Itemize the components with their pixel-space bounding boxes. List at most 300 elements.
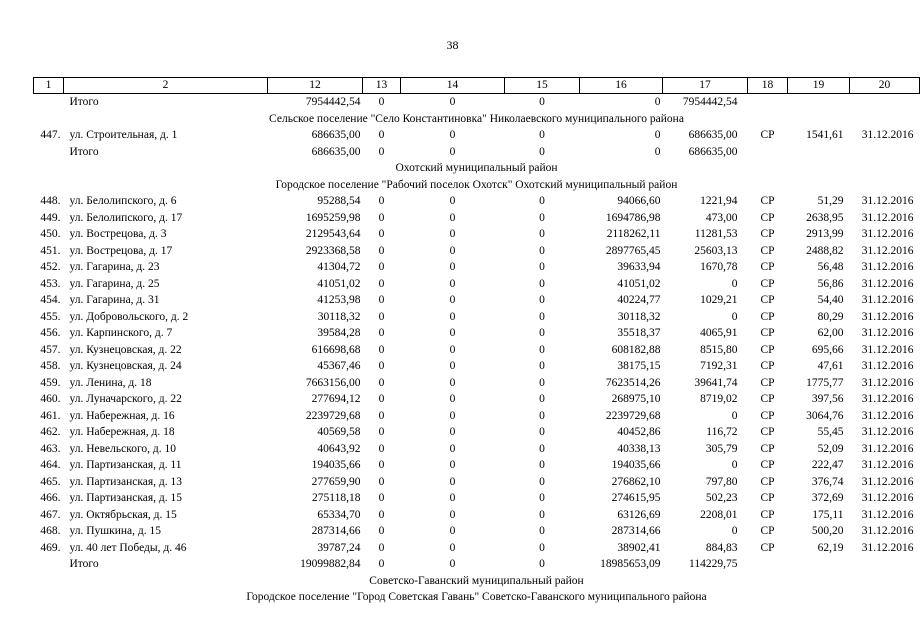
table-row <box>34 309 920 326</box>
cell-col-12: 39787,24 <box>317 541 361 554</box>
section-heading: Сельское поселение "Село Константиновка" Николаевского муниципального района <box>269 112 684 125</box>
cell-col-19: 222,47 <box>811 459 844 471</box>
cell-col-15: 0 <box>539 277 545 290</box>
total-row <box>34 556 920 573</box>
cell-col-13: 0 <box>378 525 385 537</box>
cell-col-12: 277694,12 <box>311 393 361 405</box>
row-number: 463. <box>40 442 61 455</box>
cell-col-14: 0 <box>449 426 456 438</box>
cell-col-14: 0 <box>449 541 456 554</box>
cell-col-13: 0 <box>378 409 385 422</box>
cell-col-17: 884,83 <box>705 541 738 554</box>
cell-col-13: 0 <box>378 426 385 438</box>
row-number: 450. <box>40 228 61 240</box>
cell-col-17: 1221,94 <box>700 195 738 207</box>
cell-col-13: 0 <box>378 195 385 207</box>
cell-col-13: 0 <box>378 343 385 356</box>
cell-col-17: 797,80 <box>705 475 738 488</box>
cell-col-12: 41253,98 <box>317 294 361 306</box>
cell-col-12: 2923368,58 <box>305 244 361 257</box>
cell-col-20: 31.12.2016 <box>861 310 914 323</box>
cell-col-17: 114229,75 <box>689 558 738 570</box>
cell-col-17: 8515,80 <box>700 343 738 356</box>
cell-col-18: СР <box>760 492 775 504</box>
table-row <box>34 474 920 491</box>
cell-col-20: 31.12.2016 <box>861 195 914 207</box>
section-heading: Городское поселение "Рабочий поселок Охотск" Охотский муниципальный район <box>275 178 678 191</box>
cell-col-14: 0 <box>449 129 456 141</box>
cell-col-16: 18985653,09 <box>600 558 661 570</box>
header-cell: 14 <box>401 78 505 94</box>
cell-col-16: 38175,15 <box>617 360 661 372</box>
table-row <box>34 457 920 474</box>
cell-col-19: 1541,61 <box>806 129 844 141</box>
cell-col-20: 31.12.2016 <box>861 525 914 537</box>
address-cell: ул. Вострецова, д. 17 <box>69 244 173 257</box>
cell-col-13: 0 <box>378 294 385 306</box>
cell-col-13: 0 <box>378 459 385 471</box>
cell-col-18: СР <box>760 508 775 521</box>
cell-col-14: 0 <box>449 492 456 504</box>
cell-col-19: 56,86 <box>817 277 844 290</box>
table-row <box>34 210 920 227</box>
cell-col-16: 35518,37 <box>617 327 661 339</box>
address-cell: ул. Гагарина, д. 25 <box>69 277 160 290</box>
row-number: 447. <box>40 129 61 141</box>
cell-col-18: СР <box>760 426 775 438</box>
header-cell: 17 <box>663 78 748 94</box>
row-number: 452. <box>40 261 61 273</box>
cell-col-15: 0 <box>539 211 545 224</box>
cell-col-15: 0 <box>539 244 545 257</box>
cell-col-14: 0 <box>449 409 456 422</box>
cell-col-19: 2638,95 <box>806 211 844 224</box>
cell-col-12: 275118,18 <box>312 492 361 504</box>
section-heading: Охотский муниципальный район <box>395 162 558 174</box>
cell-col-13: 0 <box>378 541 385 554</box>
cell-col-19: 62,00 <box>817 327 844 339</box>
row-number: 465. <box>40 475 61 488</box>
cell-col-12: 2129543,64 <box>305 228 361 240</box>
cell-col-12: 19099882,84 <box>300 558 361 570</box>
cell-col-12: 30118,32 <box>317 310 361 323</box>
cell-col-17: 11281,53 <box>694 228 738 240</box>
cell-col-16: 41051,02 <box>617 277 661 290</box>
cell-col-14: 0 <box>449 525 456 537</box>
header-cell: 1 <box>34 78 64 94</box>
cell-col-20: 31.12.2016 <box>861 541 914 554</box>
cell-col-20: 31.12.2016 <box>861 492 914 504</box>
cell-col-18: СР <box>760 376 775 389</box>
cell-col-19: 56,48 <box>817 261 844 273</box>
cell-col-15: 0 <box>539 129 545 141</box>
header-cell: 2 <box>64 78 268 94</box>
cell-col-17: 25603,13 <box>694 244 738 257</box>
header-cell: 13 <box>363 78 401 94</box>
cell-col-16: 39633,94 <box>617 261 661 273</box>
address-cell: ул. Октябрьская, д. 15 <box>69 508 177 521</box>
cell-col-13: 0 <box>378 442 385 455</box>
cell-col-15: 0 <box>539 294 545 306</box>
table-row <box>34 424 920 441</box>
cell-col-18: СР <box>760 343 775 356</box>
cell-col-16: 7623514,26 <box>605 376 661 389</box>
cell-col-15: 0 <box>539 343 545 356</box>
cell-col-20: 31.12.2016 <box>861 211 914 224</box>
cell-col-19: 54,40 <box>817 294 844 306</box>
cell-col-18: СР <box>760 294 775 306</box>
cell-col-19: 2488,82 <box>806 244 844 257</box>
cell-col-14: 0 <box>449 360 456 372</box>
cell-col-16: 94066,60 <box>617 195 661 207</box>
cell-col-15: 0 <box>539 360 545 372</box>
empty-cell <box>788 556 850 573</box>
table-row <box>34 375 920 392</box>
cell-col-13: 0 <box>378 145 385 158</box>
header-cell: 15 <box>505 78 580 94</box>
row-number: 453. <box>40 277 61 290</box>
empty-cell <box>34 556 64 573</box>
cell-col-12: 277659,90 <box>311 475 361 488</box>
cell-col-12: 616698,68 <box>311 343 361 356</box>
cell-col-19: 62,19 <box>817 541 844 554</box>
cell-col-19: 3064,76 <box>806 409 844 422</box>
cell-col-18: СР <box>760 327 775 339</box>
cell-col-12: 95288,54 <box>317 195 361 207</box>
address-cell: ул. Партизанская, д. 11 <box>69 459 182 471</box>
cell-col-13: 0 <box>378 475 385 488</box>
header-row <box>34 78 920 94</box>
cell-col-15: 0 <box>539 228 545 240</box>
empty-cell <box>34 94 64 111</box>
cell-col-14: 0 <box>449 228 456 240</box>
table-row <box>34 276 920 293</box>
cell-col-17: 305,79 <box>705 442 738 455</box>
cell-col-17: 1029,21 <box>700 294 738 306</box>
row-number: 462. <box>40 426 61 438</box>
cell-col-15: 0 <box>539 459 545 471</box>
cell-col-18: СР <box>760 228 775 240</box>
row-number: 469. <box>40 541 61 554</box>
total-label: Итого <box>69 96 99 108</box>
cell-col-20: 31.12.2016 <box>861 360 914 372</box>
row-number: 460. <box>40 393 61 405</box>
cell-col-18: СР <box>760 129 775 141</box>
section-heading-row <box>34 160 920 177</box>
cell-col-13: 0 <box>378 277 385 290</box>
cell-col-16: 30118,32 <box>617 310 661 323</box>
cell-col-13: 0 <box>378 393 385 405</box>
cell-col-18: СР <box>760 277 775 290</box>
cell-col-16: 0 <box>654 96 661 108</box>
cell-col-12: 686635,00 <box>311 145 361 158</box>
cell-col-18: СР <box>760 360 775 372</box>
table-row <box>34 127 920 144</box>
cell-col-16: 63126,69 <box>617 508 661 521</box>
cell-col-12: 41304,72 <box>317 261 361 273</box>
address-cell: ул. Ленина, д. 18 <box>69 376 152 389</box>
table-body <box>34 94 920 606</box>
cell-col-19: 55,45 <box>817 426 844 438</box>
empty-cell <box>748 144 788 161</box>
cell-col-13: 0 <box>378 360 385 372</box>
cell-col-13: 0 <box>378 492 385 504</box>
page-number: 38 <box>446 38 459 52</box>
row-number: 454. <box>40 294 61 306</box>
cell-col-20: 31.12.2016 <box>861 459 914 471</box>
cell-col-15: 0 <box>539 376 545 389</box>
cell-col-14: 0 <box>449 277 456 290</box>
section-heading-row <box>34 111 920 128</box>
cell-col-17: 0 <box>731 277 738 290</box>
cell-col-18: СР <box>760 442 775 455</box>
cell-col-14: 0 <box>449 195 456 207</box>
cell-col-12: 7663156,00 <box>305 376 361 389</box>
total-label: Итого <box>69 145 99 158</box>
cell-col-13: 0 <box>378 244 385 257</box>
cell-col-16: 40224,77 <box>617 294 661 306</box>
address-cell: ул. Партизанская, д. 13 <box>69 475 182 488</box>
cell-col-16: 0 <box>654 145 661 158</box>
total-row <box>34 144 920 161</box>
cell-col-20: 31.12.2016 <box>861 129 914 141</box>
total-row <box>34 94 920 111</box>
cell-col-12: 686635,00 <box>311 129 361 141</box>
address-cell: ул. Партизанская, д. 15 <box>69 492 182 504</box>
cell-col-17: 8719,02 <box>700 393 738 405</box>
section-heading-row <box>34 573 920 590</box>
cell-col-14: 0 <box>449 459 456 471</box>
cell-col-18: СР <box>760 393 775 405</box>
row-number: 448. <box>40 195 61 207</box>
address-cell: ул. Белолипского, д. 17 <box>69 211 183 224</box>
cell-col-13: 0 <box>378 261 385 273</box>
cell-col-16: 2118262,11 <box>606 228 661 240</box>
empty-cell <box>850 556 920 573</box>
cell-col-19: 47,61 <box>817 360 844 372</box>
empty-cell <box>850 94 920 111</box>
cell-col-19: 372,69 <box>811 492 844 504</box>
cell-col-15: 0 <box>539 96 545 108</box>
cell-col-16: 0 <box>654 129 661 141</box>
cell-col-15: 0 <box>539 426 545 438</box>
cell-col-14: 0 <box>449 475 456 488</box>
cell-col-15: 0 <box>539 261 545 273</box>
table-row <box>34 391 920 408</box>
cell-col-16: 287314,66 <box>611 525 661 537</box>
cell-col-18: СР <box>760 195 775 207</box>
cell-col-15: 0 <box>539 525 545 537</box>
table-row <box>34 358 920 375</box>
cell-col-17: 473,00 <box>705 211 738 224</box>
cell-col-14: 0 <box>449 376 456 389</box>
cell-col-17: 0 <box>731 310 738 323</box>
cell-col-19: 1775,77 <box>806 376 844 389</box>
table-row <box>34 540 920 557</box>
cell-col-13: 0 <box>378 228 385 240</box>
table-row <box>34 408 920 425</box>
table-row <box>34 226 920 243</box>
cell-col-13: 0 <box>378 508 385 521</box>
cell-col-16: 274615,95 <box>611 492 661 504</box>
row-number: 457. <box>40 343 61 356</box>
address-cell: ул. Карпинского, д. 7 <box>69 327 173 339</box>
table-row <box>34 507 920 524</box>
cell-col-17: 686635,00 <box>688 129 738 141</box>
cell-col-14: 0 <box>449 327 456 339</box>
cell-col-12: 40643,92 <box>317 442 361 455</box>
header-cell: 19 <box>788 78 850 94</box>
address-cell: ул. Набережная, д. 18 <box>69 426 175 438</box>
address-cell: ул. Кузнецовская, д. 24 <box>69 360 182 372</box>
cell-col-16: 268975,10 <box>611 393 661 405</box>
table-row <box>34 259 920 276</box>
cell-col-20: 31.12.2016 <box>861 244 914 257</box>
address-cell: ул. Гагарина, д. 23 <box>69 261 160 273</box>
cell-col-14: 0 <box>449 393 456 405</box>
cell-col-15: 0 <box>539 145 545 158</box>
cell-col-15: 0 <box>539 393 545 405</box>
cell-col-15: 0 <box>539 442 545 455</box>
header-cell: 12 <box>268 78 363 94</box>
cell-col-13: 0 <box>378 129 385 141</box>
cell-col-19: 2913,99 <box>806 228 844 240</box>
cell-col-18: СР <box>760 541 775 554</box>
cell-col-14: 0 <box>449 261 456 273</box>
cell-col-12: 7954442,54 <box>305 96 361 108</box>
cell-col-17: 4065,91 <box>700 327 738 339</box>
cell-col-20: 31.12.2016 <box>861 343 914 356</box>
cell-col-19: 397,56 <box>811 393 844 405</box>
cell-col-13: 0 <box>378 310 385 323</box>
address-cell: ул. Белолипского, д. 6 <box>69 195 177 207</box>
empty-cell <box>788 144 850 161</box>
cell-col-16: 40452,86 <box>617 426 661 438</box>
address-cell: ул. Луначарского, д. 22 <box>69 393 182 405</box>
header-cell: 16 <box>580 78 663 94</box>
address-cell: ул. Кузнецовская, д. 22 <box>69 343 182 356</box>
cell-col-16: 1694786,98 <box>605 211 661 224</box>
table-row <box>34 342 920 359</box>
table-row <box>34 193 920 210</box>
row-number: 467. <box>40 508 61 521</box>
cell-col-12: 287314,66 <box>311 525 361 537</box>
row-number: 464. <box>40 459 61 471</box>
cell-col-18: СР <box>760 525 775 537</box>
section-heading: Советско-Гаванский муниципальный район <box>369 574 584 587</box>
cell-col-20: 31.12.2016 <box>861 376 914 389</box>
cell-col-12: 45367,46 <box>317 360 361 372</box>
address-cell: ул. 40 лет Победы, д. 46 <box>69 541 187 554</box>
cell-col-12: 40569,58 <box>317 426 361 438</box>
total-label: Итого <box>69 558 99 570</box>
cell-col-14: 0 <box>449 96 456 108</box>
cell-col-12: 2239729,68 <box>305 409 361 422</box>
cell-col-13: 0 <box>378 558 385 570</box>
cell-col-17: 1670,78 <box>700 261 738 273</box>
cell-col-19: 80,29 <box>817 310 844 323</box>
cell-col-16: 38902,41 <box>617 541 661 554</box>
address-cell: ул. Добровольского, д. 2 <box>69 310 189 323</box>
cell-col-15: 0 <box>539 310 545 323</box>
cell-col-18: СР <box>760 211 775 224</box>
cell-col-15: 0 <box>539 558 545 570</box>
cell-col-17: 7192,31 <box>700 360 738 372</box>
cell-col-17: 502,23 <box>705 492 738 504</box>
empty-cell <box>34 144 64 161</box>
address-cell: ул. Гагарина, д. 31 <box>69 294 160 306</box>
cell-col-12: 39584,28 <box>317 327 361 339</box>
cell-col-13: 0 <box>378 96 385 108</box>
section-heading-row <box>34 177 920 194</box>
cell-col-18: СР <box>760 409 775 422</box>
row-number: 451. <box>40 244 61 257</box>
row-number: 459. <box>40 376 61 389</box>
cell-col-14: 0 <box>449 343 456 356</box>
header-cell: 20 <box>850 78 920 94</box>
cell-col-20: 31.12.2016 <box>861 426 914 438</box>
cell-col-12: 41051,02 <box>317 277 361 290</box>
row-number: 468. <box>40 525 61 537</box>
cell-col-20: 31.12.2016 <box>861 442 914 455</box>
row-number: 466. <box>40 492 61 504</box>
cell-col-13: 0 <box>378 211 385 224</box>
cell-col-18: СР <box>760 310 775 323</box>
empty-cell <box>748 556 788 573</box>
cell-col-16: 40338,13 <box>617 442 661 455</box>
cell-col-17: 0 <box>731 459 738 471</box>
cell-col-20: 31.12.2016 <box>861 261 914 273</box>
table-row <box>34 441 920 458</box>
cell-col-17: 116,72 <box>706 426 738 438</box>
cell-col-12: 194035,66 <box>311 459 361 471</box>
address-cell: ул. Пушкина, д. 15 <box>69 525 161 537</box>
cell-col-18: СР <box>760 261 775 273</box>
cell-col-17: 2208,01 <box>700 508 738 521</box>
cell-col-17: 0 <box>731 409 738 422</box>
table-row <box>34 292 920 309</box>
row-number: 458. <box>40 360 61 372</box>
cell-col-17: 7954442,54 <box>682 96 738 108</box>
row-number: 455. <box>40 310 61 323</box>
cell-col-16: 2897765,45 <box>605 244 661 257</box>
cell-col-13: 0 <box>378 376 385 389</box>
cell-col-14: 0 <box>449 211 456 224</box>
table-header <box>34 78 920 94</box>
cell-col-15: 0 <box>539 195 545 207</box>
cell-col-14: 0 <box>449 558 456 570</box>
cell-col-12: 1695259,98 <box>305 211 361 224</box>
cell-col-15: 0 <box>539 475 545 488</box>
table-row <box>34 523 920 540</box>
table-row <box>34 243 920 260</box>
cell-col-19: 695,66 <box>811 343 844 356</box>
cell-col-16: 608182,88 <box>611 343 661 356</box>
address-cell: ул. Набережная, д. 16 <box>69 409 175 422</box>
cell-col-18: СР <box>760 459 775 471</box>
cell-col-16: 194035,66 <box>611 459 661 471</box>
row-number: 449. <box>40 211 61 224</box>
cell-col-19: 376,74 <box>811 475 844 488</box>
address-cell: ул. Невельского, д. 10 <box>69 442 176 455</box>
cell-col-15: 0 <box>539 409 545 422</box>
cell-col-19: 500,20 <box>811 525 844 537</box>
row-number: 456. <box>40 327 61 339</box>
cell-col-13: 0 <box>378 327 385 339</box>
cell-col-12: 65334,70 <box>317 508 361 521</box>
cell-col-20: 31.12.2016 <box>861 508 914 521</box>
cell-col-19: 51,29 <box>817 195 844 207</box>
